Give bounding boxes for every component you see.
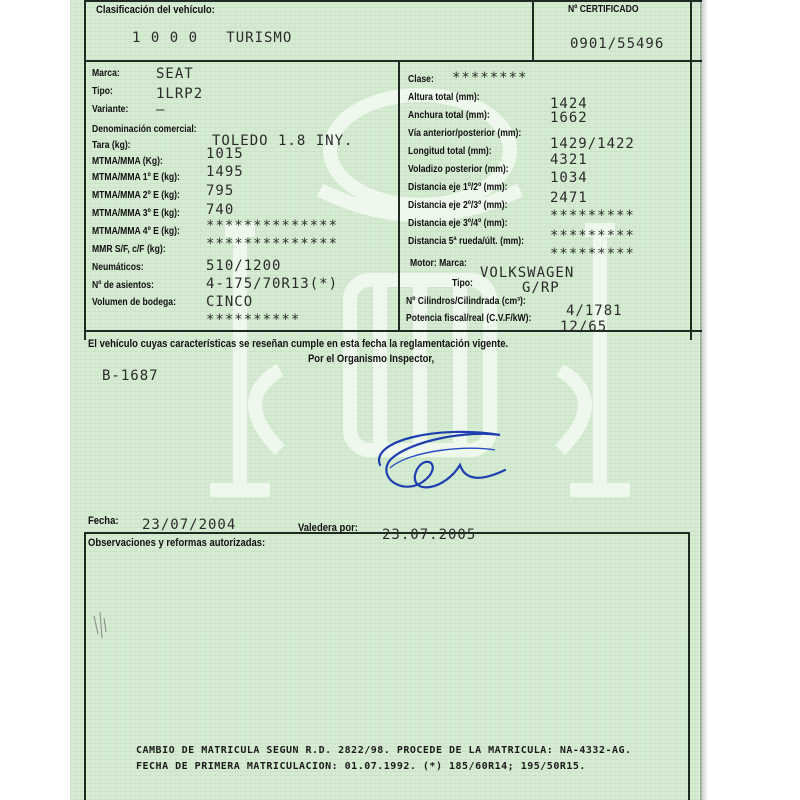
- left-field-value: 510/1200: [206, 258, 282, 274]
- left-field-label: MTMA/MMA (Kg):: [92, 156, 163, 167]
- clasificacion-value: 1 0 0 0 TURISMO: [132, 30, 293, 46]
- left-field-label: Tipo:: [92, 86, 113, 97]
- right-field-value: 1034: [550, 170, 588, 186]
- inspector-signature: [350, 420, 510, 515]
- motor-marca-label: Motor: Marca:: [410, 258, 467, 269]
- denominacion-value: TOLEDO 1.8 INY.: [212, 133, 354, 149]
- right-field-label: Distancia eje 3º/4º (mm):: [408, 218, 508, 229]
- left-field-value: **************: [206, 236, 339, 252]
- left-field-value: 740: [206, 202, 235, 218]
- left-field-value: 4-175/70R13(*): [206, 276, 339, 292]
- right-field-value: 1429/1422: [550, 136, 635, 152]
- observaciones-label: Observaciones y reformas autorizadas:: [88, 537, 266, 549]
- observaciones-right-rule: [688, 532, 690, 800]
- motor-tipo-value: G/RP: [522, 280, 560, 296]
- left-field-value: 1495: [206, 164, 244, 180]
- column-divider: [398, 62, 400, 330]
- right-field-label: Vía anterior/posterior (mm):: [408, 128, 522, 139]
- statement-line-2: Por el Organismo Inspector,: [308, 353, 435, 365]
- right-field-value: *********: [550, 208, 635, 224]
- left-field-value: —: [156, 102, 166, 118]
- right-field-label: Distancia 5ª rueda/últ. (mm):: [408, 236, 524, 247]
- left-field-label: Denominación comercial:: [92, 124, 197, 135]
- left-field-value: 1015: [206, 146, 244, 162]
- left-field-label: Neumáticos:: [92, 262, 144, 273]
- left-field-label: Nº de asientos:: [92, 280, 154, 291]
- statement-line-1: El vehículo cuyas características se reseñan cumple en esta fecha la reglamentación vigente.: [88, 338, 509, 350]
- right-field-value: *********: [550, 246, 635, 262]
- cilindros-value: 4/1781: [566, 303, 623, 319]
- cilindros-label: Nº Cilindros/Cilindrada (cm³):: [406, 296, 526, 307]
- left-field-label: MTMA/MMA 3º E (kg):: [92, 208, 180, 219]
- left-field-label: Marca:: [92, 68, 120, 79]
- clasificacion-label: Clasificación del vehículo:: [96, 4, 215, 16]
- right-field-value: 1662: [550, 110, 588, 126]
- motor-tipo-label: Tipo:: [452, 278, 473, 289]
- right-border: [690, 0, 692, 340]
- right-field-value: 2471: [550, 190, 588, 206]
- right-field-label: Anchura total (mm):: [408, 110, 490, 121]
- vehicle-certificate-card: [70, 0, 702, 800]
- potencia-label: Potencia fiscal/real (C.V.F/kW):: [406, 313, 532, 324]
- observaciones-left-rule: [84, 532, 86, 800]
- left-field-label: Tara (kg):: [92, 140, 131, 151]
- header-divider: [532, 0, 534, 62]
- left-field-value: **************: [206, 218, 339, 234]
- border-top: [84, 0, 702, 2]
- valedera-value: 23.07.2005: [382, 527, 477, 543]
- certificado-label: Nº CERTIFICADO: [568, 4, 639, 15]
- left-field-label: MTMA/MMA 1º E (kg):: [92, 172, 180, 183]
- left-field-label: MTMA/MMA 2º E (kg):: [92, 190, 180, 201]
- right-field-label: Altura total (mm):: [408, 92, 480, 103]
- right-field-value: ********: [452, 70, 528, 86]
- header-separator: [84, 60, 702, 62]
- fields-bottom-rule: [84, 330, 702, 332]
- right-field-value: 1424: [550, 96, 588, 112]
- right-field-label: Distancia eje 1º/2º (mm):: [408, 182, 508, 193]
- right-field-label: Voladizo posterior (mm):: [408, 164, 509, 175]
- valedera-label: Valedera por:: [298, 522, 358, 534]
- left-field-value: SEAT: [156, 66, 194, 82]
- left-field-value: 1LRP2: [156, 86, 204, 102]
- right-field-value: 4321: [550, 152, 588, 168]
- right-field-label: Longitud total (mm):: [408, 146, 492, 157]
- left-field-label: Volumen de bodega:: [92, 297, 176, 308]
- pencil-mark: [90, 608, 110, 640]
- observaciones-line-2: FECHA DE PRIMERA MATRICULACION: 01.07.1992. (*) 185/60R14; 195/50R15.: [136, 761, 586, 772]
- inspector-code: B-1687: [102, 368, 159, 384]
- border-left: [84, 0, 86, 340]
- fecha-value: 23/07/2004: [142, 517, 237, 533]
- left-field-label: Variante:: [92, 104, 129, 115]
- left-field-value: CINCO: [206, 294, 254, 310]
- right-field-value: *********: [550, 228, 635, 244]
- right-field-label: Clase:: [408, 74, 434, 85]
- left-field-label: MMR S/F, c/F (kg):: [92, 244, 166, 255]
- left-field-label: MTMA/MMA 4º E (kg):: [92, 226, 180, 237]
- right-field-label: Distancia eje 2º/3º (mm):: [408, 200, 508, 211]
- left-field-value: **********: [206, 312, 301, 328]
- fecha-label: Fecha:: [88, 515, 119, 527]
- certificado-value: 0901/55496: [570, 36, 665, 52]
- left-field-value: 795: [206, 183, 235, 199]
- potencia-value: 12/65: [560, 319, 608, 335]
- motor-marca-value: VOLKSWAGEN: [480, 265, 575, 281]
- observaciones-line-1: CAMBIO DE MATRICULA SEGUN R.D. 2822/98. PROCEDE DE LA MATRICULA: NA-4332-AG.: [136, 745, 632, 756]
